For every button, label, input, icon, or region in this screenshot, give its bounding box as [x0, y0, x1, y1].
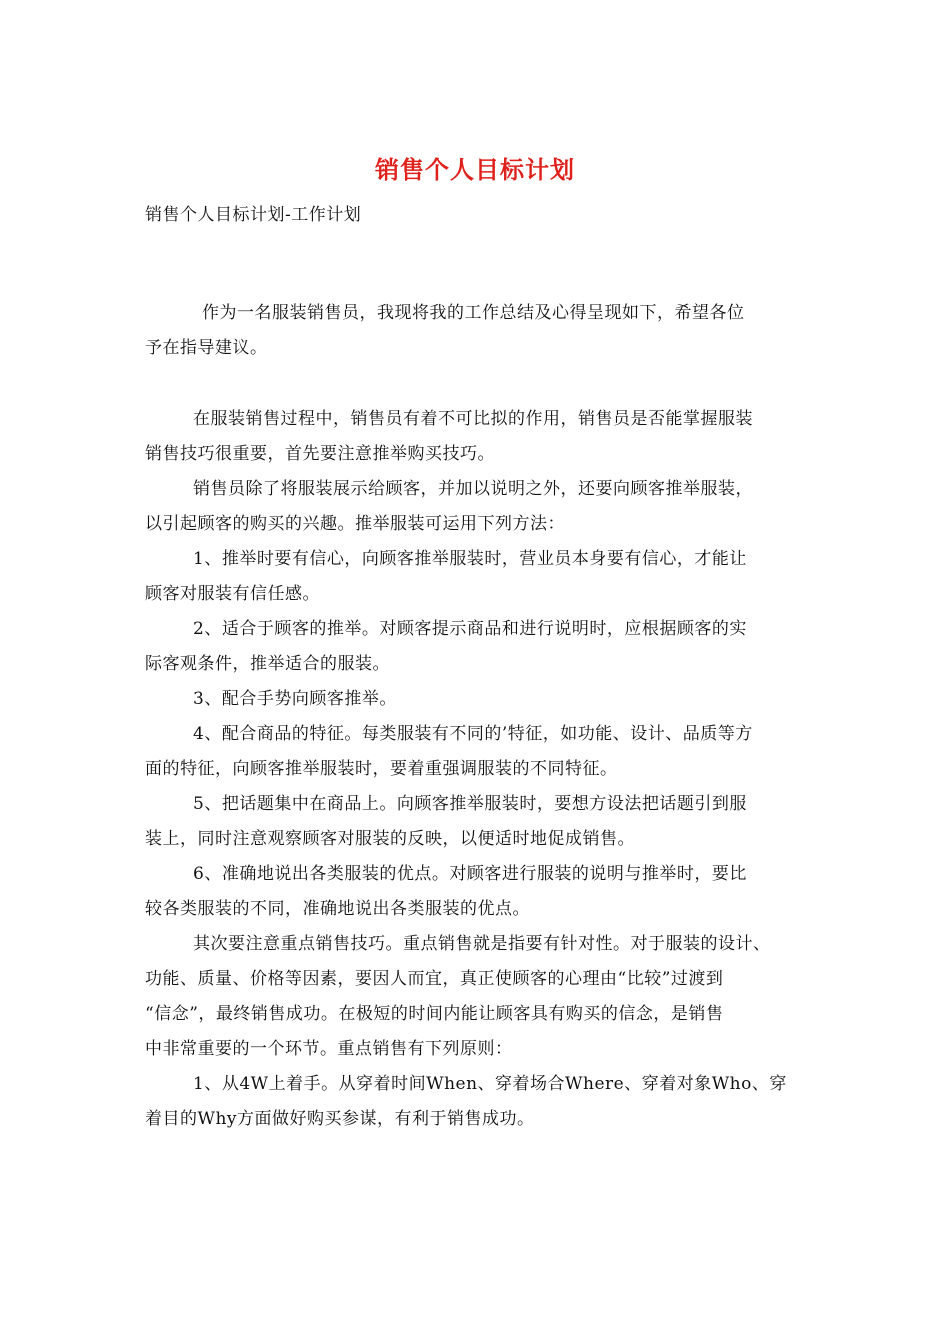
list-item: [145, 787, 825, 857]
document-subtitle: 销售个人目标计划-工作计划: [145, 205, 362, 225]
paragraph-line: 较各类服装的不同，准确地说出各类服装的优点。: [145, 899, 530, 919]
paragraph-intro: [145, 296, 825, 366]
document-title: 销售个人目标计划: [375, 155, 575, 184]
paragraph-line: 1、推举时要有信心，向顾客推举服装时，营业员本身要有信心，才能让: [193, 549, 747, 569]
paragraph-line: 功能、质量、价格等因素，要因人而宜，真正使顾客的心理由“比较”过渡到: [145, 969, 724, 989]
paragraph-line: 作为一名服装销售员，我现将我的工作总结及心得呈现如下，希望各位: [202, 303, 745, 323]
paragraph-line: 中非常重要的一个环节。重点销售有下列原则：: [145, 1039, 513, 1059]
paragraph-line: 4、配合商品的特征。每类服装有不同的’特征，如功能、设计、品质等方: [193, 724, 753, 744]
paragraph-line: 面的特征，向顾客推举服装时，要着重强调服装的不同特征。: [145, 759, 618, 779]
list-item: [145, 717, 825, 787]
list-item: [145, 1067, 825, 1137]
paragraph-line: 装上，同时注意观察顾客对服装的反映，以便适时地促成销售。: [145, 829, 635, 849]
paragraph-line: 着目的Why方面做好购买参谋，有利于销售成功。: [145, 1109, 535, 1129]
paragraph-line: 3、配合手势向顾客推举。: [193, 689, 397, 709]
paragraph-line: 其次要注意重点销售技巧。重点销售就是指要有针对性。对于服装的设计、: [193, 934, 771, 954]
paragraph-line: 6、准确地说出各类服装的优点。对顾客进行服装的说明与推举时，要比: [193, 864, 747, 884]
paragraph-line: 1、从4W上着手。从穿着时间When、穿着场合Where、穿着对象Who、穿: [193, 1074, 787, 1094]
paragraph-line: 2、适合于顾客的推举。对顾客提示商品和进行说明时，应根据顾客的实: [193, 619, 747, 639]
paragraph-line: 销售员除了将服装展示给顾客，并加以说明之外，还要向顾客推举服装，: [193, 479, 753, 499]
list-item: [145, 682, 825, 717]
paragraph-line: 5、把话题集中在商品上。向顾客推举服装时，要想方设法把话题引到服: [193, 794, 747, 814]
paragraph-line: 际客观条件，推举适合的服装。: [145, 654, 390, 674]
paragraph-line: 以引起顾客的购买的兴趣。推举服装可运用下列方法：: [145, 514, 565, 534]
document-body: [145, 402, 825, 1137]
list-item: [145, 542, 825, 612]
paragraph: [145, 927, 825, 1067]
paragraph: [145, 402, 825, 472]
paragraph-line: 顾客对服装有信任感。: [145, 584, 320, 604]
list-item: [145, 857, 825, 927]
paragraph-line: 予在指导建议。: [145, 338, 268, 358]
paragraph-line: 销售技巧很重要，首先要注意推举购买技巧。: [145, 444, 495, 464]
list-item: [145, 612, 825, 682]
paragraph: [145, 472, 825, 542]
paragraph-line: 在服装销售过程中，销售员有着不可比拟的作用，销售员是否能掌握服装: [193, 409, 753, 429]
paragraph-line: “信念”，最终销售成功。在极短的时间内能让顾客具有购买的信念，是销售: [145, 1004, 724, 1024]
